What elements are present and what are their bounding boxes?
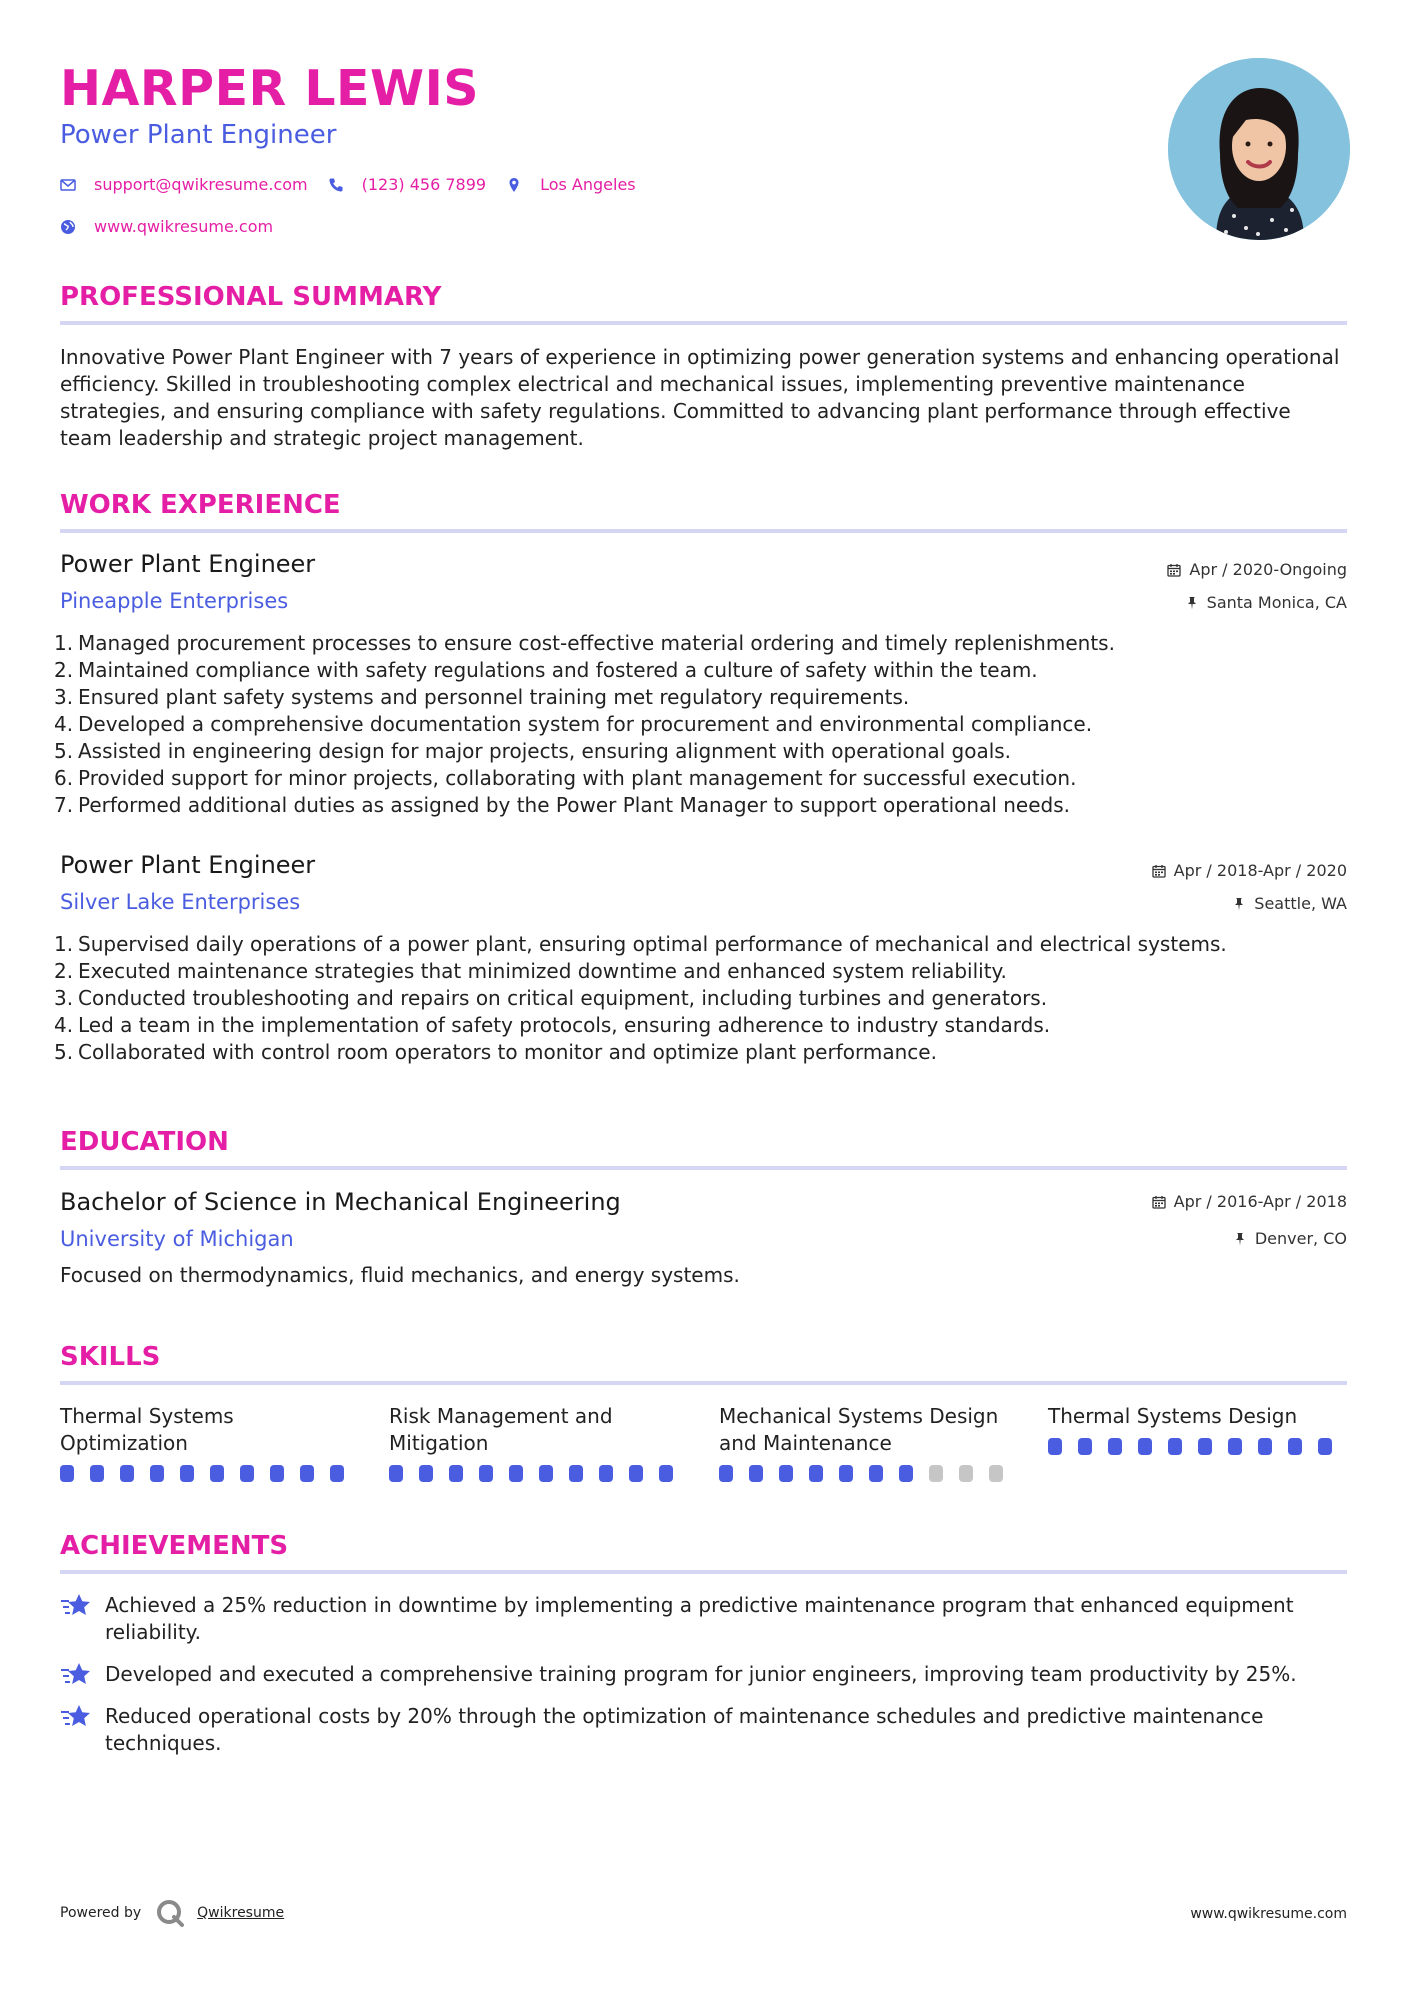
rating-dot-filled <box>899 1465 913 1482</box>
envelope-icon <box>60 177 76 193</box>
list-item: 6. Provided support for minor projects, collaborating with plant management for successful execution. <box>54 766 1077 790</box>
star-icon <box>60 1592 92 1620</box>
list-item: 2. Executed maintenance strategies that minimized downtime and enhanced system reliability. <box>54 959 1007 983</box>
rating-dot-filled <box>659 1465 673 1482</box>
rating-dot-filled <box>389 1465 403 1482</box>
rating-dot-filled <box>120 1465 134 1482</box>
email-text: support@qwikresume.com <box>94 175 308 194</box>
rating-dot-filled <box>1198 1438 1212 1455</box>
rating-dot-filled <box>1108 1438 1122 1455</box>
rating-dot-filled <box>449 1465 463 1482</box>
rating-dot-filled <box>1288 1438 1302 1455</box>
skills-heading: SKILLS <box>60 1342 161 1372</box>
skill-name: Thermal Systems Design <box>1048 1404 1298 1428</box>
list-item: 3. Conducted troubleshooting and repairs on critical equipment, including turbines and generators. <box>54 986 1048 1010</box>
summary-heading: PROFESSIONAL SUMMARY <box>60 282 442 312</box>
phone-contact[interactable] <box>328 175 486 194</box>
rating-dot-filled <box>569 1465 583 1482</box>
skill-rating <box>719 1465 1019 1482</box>
education-location-text: Denver, CO <box>1254 1229 1347 1248</box>
pin-icon <box>1232 897 1246 911</box>
company-name: Pineapple Enterprises <box>60 589 289 613</box>
calendar-icon <box>1152 864 1166 878</box>
website-text: www.qwikresume.com <box>94 217 274 236</box>
school-name: University of Michigan <box>60 1227 294 1251</box>
calendar-icon <box>1167 563 1181 577</box>
skill-rating <box>60 1465 360 1482</box>
job-location-text: Santa Monica, CA <box>1206 593 1347 612</box>
calendar-icon <box>1152 1195 1166 1209</box>
job-title: Power Plant Engineer <box>60 550 316 578</box>
rating-dot-empty <box>929 1465 943 1482</box>
degree-title: Bachelor of Science in Mechanical Engineering <box>60 1188 621 1216</box>
skill-item <box>389 1403 689 1482</box>
skill-rating <box>389 1465 689 1482</box>
qwikresume-logo-icon <box>155 1898 185 1928</box>
rating-dot-empty <box>989 1465 1003 1482</box>
star-icon <box>60 1661 92 1689</box>
rating-dot-filled <box>419 1465 433 1482</box>
skill-name: Thermal Systems Optimization <box>60 1404 234 1455</box>
list-item: 1. Supervised daily operations of a power plant, ensuring optimal performance of mechanical and electrical systems. <box>54 932 1227 956</box>
website-row <box>60 217 293 236</box>
list-item: 3. Ensured plant safety systems and personnel training met regulatory requirements. <box>54 685 910 709</box>
job-responsibilities <box>54 630 1347 819</box>
education-dates-text: Apr / 2016-Apr / 2018 <box>1173 1192 1347 1211</box>
brand-link[interactable]: Qwikresume <box>197 1905 285 1921</box>
list-item: 7. Performed additional duties as assigned by the Power Plant Manager to support operational needs. <box>54 793 1071 817</box>
skill-name: Mechanical Systems Design and Maintenance <box>719 1404 999 1455</box>
job-dates <box>1152 861 1347 880</box>
education-dates <box>1152 1192 1347 1211</box>
rating-dot-filled <box>150 1465 164 1482</box>
rating-dot-filled <box>330 1465 344 1482</box>
list-item: 5. Collaborated with control room operators to monitor and optimize plant performance. <box>54 1040 937 1064</box>
job-location <box>1185 593 1347 612</box>
rating-dot-filled <box>1258 1438 1272 1455</box>
rating-dot-filled <box>1138 1438 1152 1455</box>
phone-icon <box>328 177 344 193</box>
location-contact <box>506 175 636 194</box>
rating-dot-filled <box>210 1465 224 1482</box>
job-location-text: Seattle, WA <box>1254 894 1347 913</box>
achievement-item <box>60 1592 1347 1646</box>
rating-dot-filled <box>60 1465 74 1482</box>
skill-item <box>1048 1403 1348 1455</box>
rating-dot-filled <box>509 1465 523 1482</box>
candidate-name: HARPER LEWIS <box>60 60 480 117</box>
experience-heading: WORK EXPERIENCE <box>60 490 341 520</box>
job-dates-text: Apr / 2020-Ongoing <box>1189 560 1347 579</box>
section-divider <box>60 529 1347 533</box>
rating-dot-filled <box>270 1465 284 1482</box>
pin-icon <box>1185 596 1199 610</box>
rating-dot-filled <box>539 1465 553 1482</box>
skill-rating <box>1048 1438 1348 1455</box>
achievement-text: Reduced operational costs by 20% through the optimization of maintenance schedules and predictive maintenance techniques. <box>105 1704 1264 1755</box>
rating-dot-filled <box>90 1465 104 1482</box>
section-divider <box>60 1381 1347 1385</box>
map-pin-icon <box>506 177 522 193</box>
globe-icon <box>60 219 76 235</box>
rating-dot-filled <box>1078 1438 1092 1455</box>
skill-name: Risk Management and Mitigation <box>389 1404 613 1455</box>
footer-website[interactable]: www.qwikresume.com <box>1190 1906 1347 1922</box>
list-item: 4. Developed a comprehensive documentation system for procurement and environmental compliance. <box>54 712 1093 736</box>
rating-dot-filled <box>240 1465 254 1482</box>
education-location <box>1233 1229 1347 1248</box>
job-title: Power Plant Engineer <box>60 851 316 879</box>
pin-icon <box>1233 1232 1247 1246</box>
section-divider <box>60 1166 1347 1170</box>
rating-dot-filled <box>779 1465 793 1482</box>
powered-by-label: Powered by <box>60 1905 142 1921</box>
skill-item <box>60 1403 360 1482</box>
company-name: Silver Lake Enterprises <box>60 890 301 914</box>
achievement-text: Developed and executed a comprehensive training program for junior engineers, improving team productivity by 25%. <box>105 1662 1297 1686</box>
skill-item <box>719 1403 1019 1482</box>
job-dates-text: Apr / 2018-Apr / 2020 <box>1173 861 1347 880</box>
job-dates <box>1167 560 1347 579</box>
profile-photo <box>1168 58 1350 240</box>
section-divider <box>60 321 1347 325</box>
star-icon <box>60 1703 92 1731</box>
contact-row <box>60 175 656 194</box>
location-text: Los Angeles <box>540 175 636 194</box>
website-contact[interactable] <box>60 217 273 236</box>
list-item: 4. Led a team in the implementation of safety protocols, ensuring adherence to industry standards. <box>54 1013 1051 1037</box>
rating-dot-filled <box>300 1465 314 1482</box>
job-location <box>1232 894 1347 913</box>
job-responsibilities <box>54 931 1347 1066</box>
rating-dot-filled <box>749 1465 763 1482</box>
rating-dot-filled <box>719 1465 733 1482</box>
achievements-heading: ACHIEVEMENTS <box>60 1531 289 1561</box>
achievement-text: Achieved a 25% reduction in downtime by implementing a predictive maintenance program that enhanced equipment reliability. <box>105 1593 1294 1644</box>
achievement-item <box>60 1703 1347 1757</box>
section-divider <box>60 1570 1347 1574</box>
rating-dot-filled <box>479 1465 493 1482</box>
rating-dot-filled <box>1318 1438 1332 1455</box>
rating-dot-empty <box>959 1465 973 1482</box>
rating-dot-filled <box>1168 1438 1182 1455</box>
email-contact[interactable] <box>60 175 308 194</box>
achievement-item <box>60 1661 1347 1689</box>
education-heading: EDUCATION <box>60 1127 229 1157</box>
rating-dot-filled <box>180 1465 194 1482</box>
list-item: 5. Assisted in engineering design for major projects, ensuring alignment with operational goals. <box>54 739 1012 763</box>
rating-dot-filled <box>1048 1438 1062 1455</box>
rating-dot-filled <box>1228 1438 1242 1455</box>
rating-dot-filled <box>839 1465 853 1482</box>
rating-dot-filled <box>809 1465 823 1482</box>
education-description: Focused on thermodynamics, fluid mechanics, and energy systems. <box>60 1263 740 1287</box>
list-item: 2. Maintained compliance with safety regulations and fostered a culture of safety within the team. <box>54 658 1038 682</box>
candidate-role: Power Plant Engineer <box>60 120 337 150</box>
list-item: 1. Managed procurement processes to ensure cost-effective material ordering and timely replenishments. <box>54 631 1115 655</box>
footer-powered-by <box>60 1898 284 1928</box>
summary-text: Innovative Power Plant Engineer with 7 years of experience in optimizing power generation systems and enhancing operational efficiency. Skilled in troubleshooting complex electrical and mechanical issues, implementing preventive maintenance strategies, and ensuring compliance with safety regulations. Committed to advancing plant performance through effective team leadership and strategic project management. <box>60 345 1340 450</box>
rating-dot-filled <box>629 1465 643 1482</box>
phone-text: (123) 456 7899 <box>361 175 487 194</box>
rating-dot-filled <box>599 1465 613 1482</box>
rating-dot-filled <box>869 1465 883 1482</box>
